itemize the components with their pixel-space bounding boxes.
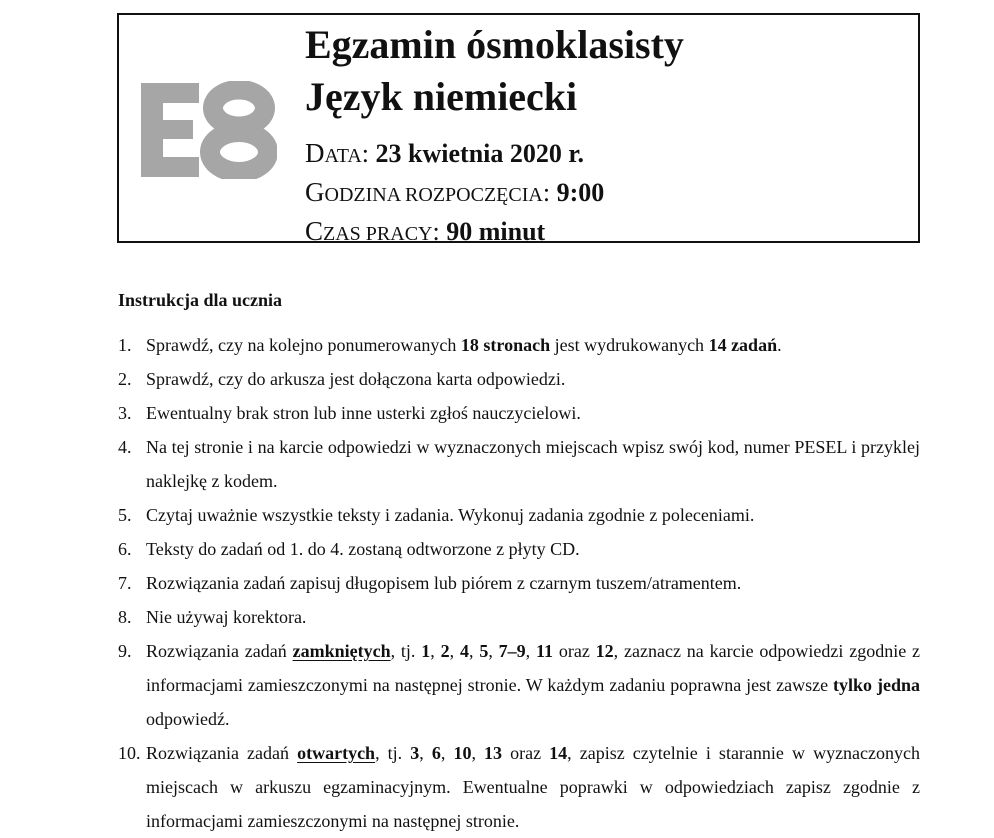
instructions-heading: Instrukcja dla ucznia <box>118 290 283 310</box>
instruction-item-6: 6. Teksty do zadań od 1. do 4. zostaną odtworzone z płyty CD. <box>118 539 580 559</box>
exam-start-time-line: GODZINA ROZPOCZĘCIA: 9:00 <box>305 177 605 207</box>
instructions-list <box>118 328 920 838</box>
exam-header-box <box>117 13 920 246</box>
instruction-item-3: 3. Ewentualny brak stron lub inne usterki zgłoś nauczycielowi. <box>118 403 581 423</box>
exam-subject: Język niemiecki <box>305 74 578 119</box>
instruction-item-2: 2. Sprawdź, czy do arkusza jest dołączona karta odpowiedzi. <box>118 369 566 389</box>
instruction-item-9: 9. Rozwiązania zadań zamkniętych, tj. 1, 2, 4, 5, 7–9, 11 oraz 12, zaznacz na karcie odpowiedzi zgodnie z informacjami zamieszczonymi na następnej stronie. W każdym zadaniu poprawna jest zawsze tylko jedna odpowiedź. <box>118 641 921 729</box>
instruction-item-1: 1. Sprawdź, czy na kolejno ponumerowanych 18 stronach jest wydrukowanych 14 zadań. <box>118 335 782 355</box>
instruction-item-5: 5. Czytaj uważnie wszystkie teksty i zadania. Wykonuj zadania zgodnie z poleceniami. <box>118 505 755 525</box>
e8-logo <box>139 81 277 179</box>
instruction-item-4: 4. Na tej stronie i na karcie odpowiedzi w wyznaczonych miejscach wpisz swój kod, numer PESEL i przyklej naklejkę z kodem. <box>118 437 920 491</box>
title-block <box>305 19 684 252</box>
exam-date-value: 23 kwietnia 2020 r. <box>375 139 585 168</box>
exam-duration-line: CZAS PRACY: 90 minut <box>305 216 546 246</box>
instruction-item-10: 10. Rozwiązania zadań otwartych, tj. 3, 6, 10, 13 oraz 14, zapisz czytelnie i starannie w wyznaczonych miejscach w arkuszu egzaminacyjnym. Ewentualne poprawki w odpowiedziach zapisz zgodnie z informacjami zamieszczonymi na następnej stronie. <box>118 743 921 831</box>
exam-duration-value: 90 minut <box>446 217 546 246</box>
exam-start-time-value: 9:00 <box>556 178 605 207</box>
instruction-item-7: 7. Rozwiązania zadań zapisuj długopisem lub piórem z czarnym tuszem/atramentem. <box>118 573 742 593</box>
instruction-item-8: 8. Nie używaj korektora. <box>118 607 307 627</box>
exam-title: Egzamin ósmoklasisty <box>305 22 684 67</box>
exam-date-line: DATA: 23 kwietnia 2020 r. <box>305 138 585 168</box>
